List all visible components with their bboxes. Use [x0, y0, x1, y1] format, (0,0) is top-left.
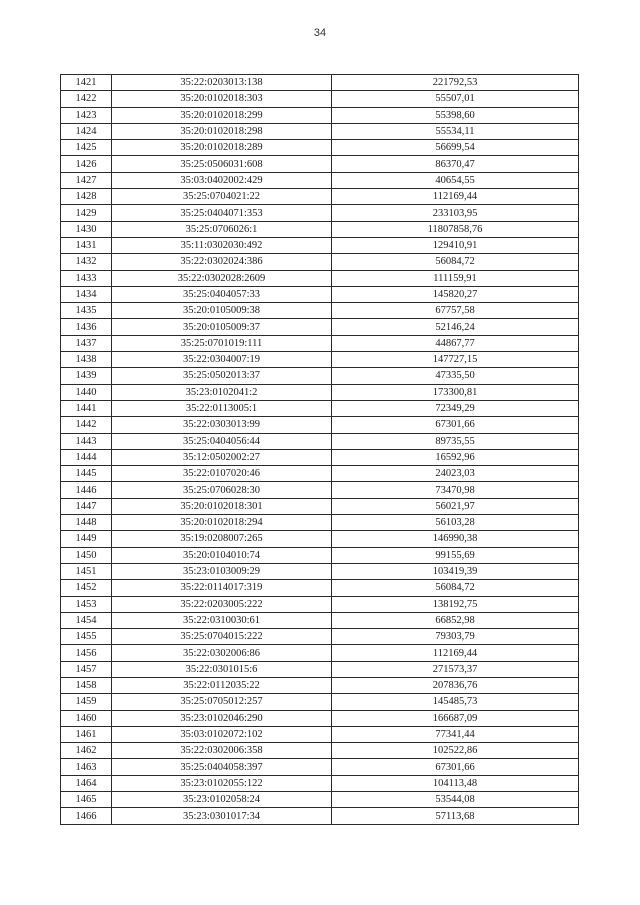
row-number-cell: 1439	[61, 368, 112, 384]
table-row	[61, 792, 579, 808]
cadastral-value-cell: 145820,27	[332, 286, 579, 302]
row-number-cell: 1435	[61, 303, 112, 319]
cadastral-value-cell: 16592,96	[332, 449, 579, 465]
cadastral-number-cell: 35:25:0706026:1	[112, 221, 332, 237]
cadastral-value-cell: 221792,53	[332, 75, 579, 91]
row-number-cell: 1436	[61, 319, 112, 335]
cadastral-number-cell: 35:25:0404058:397	[112, 759, 332, 775]
row-number-cell: 1424	[61, 123, 112, 139]
table-row	[61, 189, 579, 205]
cadastral-number-cell: 35:25:0705012:257	[112, 694, 332, 710]
row-number-cell: 1443	[61, 433, 112, 449]
cadastral-value-cell: 44867,77	[332, 335, 579, 351]
cadastral-number-cell: 35:25:0706028:30	[112, 482, 332, 498]
row-number-cell: 1450	[61, 547, 112, 563]
table-row	[61, 172, 579, 188]
row-number-cell: 1459	[61, 694, 112, 710]
cadastral-number-cell: 35:22:0302006:86	[112, 645, 332, 661]
table-row	[61, 384, 579, 400]
cadastral-value-cell: 52146,24	[332, 319, 579, 335]
cadastral-number-cell: 35:25:0701019:111	[112, 335, 332, 351]
table-row	[61, 515, 579, 531]
row-number-cell: 1449	[61, 531, 112, 547]
cadastral-value-table	[60, 74, 579, 825]
cadastral-value-cell: 24023,03	[332, 466, 579, 482]
table-row	[61, 449, 579, 465]
cadastral-value-cell: 86370,47	[332, 156, 579, 172]
table-row	[61, 775, 579, 791]
row-number-cell: 1432	[61, 254, 112, 270]
cadastral-value-cell: 55398,60	[332, 107, 579, 123]
cadastral-value-cell: 147727,15	[332, 352, 579, 368]
cadastral-value-cell: 57113,68	[332, 808, 579, 824]
cadastral-number-cell: 35:22:0203005:222	[112, 596, 332, 612]
table-row	[61, 531, 579, 547]
row-number-cell: 1465	[61, 792, 112, 808]
row-number-cell: 1434	[61, 286, 112, 302]
cadastral-number-cell: 35:25:0704021:22	[112, 189, 332, 205]
table-row	[61, 629, 579, 645]
cadastral-value-cell: 56699,54	[332, 140, 579, 156]
cadastral-number-cell: 35:25:0502013:37	[112, 368, 332, 384]
cadastral-number-cell: 35:03:0402002:429	[112, 172, 332, 188]
cadastral-number-cell: 35:23:0301017:34	[112, 808, 332, 824]
cadastral-value-cell: 102522,86	[332, 743, 579, 759]
table-row	[61, 726, 579, 742]
row-number-cell: 1433	[61, 270, 112, 286]
row-number-cell: 1425	[61, 140, 112, 156]
cadastral-value-cell: 72349,29	[332, 400, 579, 416]
row-number-cell: 1442	[61, 417, 112, 433]
table-row	[61, 547, 579, 563]
table-row	[61, 270, 579, 286]
table-row	[61, 498, 579, 514]
cadastral-number-cell: 35:03:0102072:102	[112, 726, 332, 742]
table-row	[61, 759, 579, 775]
cadastral-number-cell: 35:22:0310030:61	[112, 612, 332, 628]
cadastral-value-cell: 166687,09	[332, 710, 579, 726]
cadastral-value-cell: 56103,28	[332, 515, 579, 531]
row-number-cell: 1431	[61, 237, 112, 253]
cadastral-value-cell: 73470,98	[332, 482, 579, 498]
row-number-cell: 1446	[61, 482, 112, 498]
table-row	[61, 400, 579, 416]
cadastral-value-cell: 138192,75	[332, 596, 579, 612]
table-row	[61, 205, 579, 221]
cadastral-number-cell: 35:20:0102018:299	[112, 107, 332, 123]
cadastral-value-cell: 271573,37	[332, 661, 579, 677]
cadastral-number-cell: 35:22:0302024:386	[112, 254, 332, 270]
cadastral-number-cell: 35:22:0301015:6	[112, 661, 332, 677]
table-row	[61, 140, 579, 156]
row-number-cell: 1422	[61, 91, 112, 107]
row-number-cell: 1460	[61, 710, 112, 726]
table-row	[61, 335, 579, 351]
table-row	[61, 75, 579, 91]
cadastral-number-cell: 35:22:0304007:19	[112, 352, 332, 368]
cadastral-value-cell: 207836,76	[332, 677, 579, 693]
cadastral-value-cell: 67301,66	[332, 417, 579, 433]
cadastral-number-cell: 35:22:0114017:319	[112, 580, 332, 596]
cadastral-value-cell: 99155,69	[332, 547, 579, 563]
row-number-cell: 1438	[61, 352, 112, 368]
cadastral-number-cell: 35:20:0105009:37	[112, 319, 332, 335]
cadastral-value-cell: 66852,98	[332, 612, 579, 628]
cadastral-value-cell: 47335,50	[332, 368, 579, 384]
cadastral-value-cell: 103419,39	[332, 563, 579, 579]
cadastral-value-cell: 145485,73	[332, 694, 579, 710]
cadastral-number-cell: 35:23:0102055:122	[112, 775, 332, 791]
table-row	[61, 710, 579, 726]
row-number-cell: 1447	[61, 498, 112, 514]
table-row	[61, 580, 579, 596]
cadastral-number-cell: 35:25:0404057:33	[112, 286, 332, 302]
cadastral-number-cell: 35:22:0112035:22	[112, 677, 332, 693]
table-body	[61, 75, 579, 825]
row-number-cell: 1421	[61, 75, 112, 91]
cadastral-value-cell: 67301,66	[332, 759, 579, 775]
row-number-cell: 1462	[61, 743, 112, 759]
table-row	[61, 661, 579, 677]
cadastral-number-cell: 35:12:0502002:27	[112, 449, 332, 465]
table-row	[61, 156, 579, 172]
row-number-cell: 1444	[61, 449, 112, 465]
cadastral-value-cell: 111159,91	[332, 270, 579, 286]
cadastral-number-cell: 35:20:0105009:38	[112, 303, 332, 319]
table-row	[61, 368, 579, 384]
cadastral-number-cell: 35:25:0506031:608	[112, 156, 332, 172]
table-row	[61, 433, 579, 449]
row-number-cell: 1454	[61, 612, 112, 628]
cadastral-number-cell: 35:22:0107020:46	[112, 466, 332, 482]
table-row	[61, 352, 579, 368]
row-number-cell: 1463	[61, 759, 112, 775]
cadastral-number-cell: 35:22:0203013:138	[112, 75, 332, 91]
cadastral-number-cell: 35:22:0302006:358	[112, 743, 332, 759]
cadastral-value-cell: 89735,55	[332, 433, 579, 449]
cadastral-value-cell: 146990,38	[332, 531, 579, 547]
cadastral-value-cell: 55534,11	[332, 123, 579, 139]
cadastral-number-cell: 35:23:0102046:290	[112, 710, 332, 726]
cadastral-number-cell: 35:11:0302030:492	[112, 237, 332, 253]
cadastral-value-cell: 129410,91	[332, 237, 579, 253]
row-number-cell: 1428	[61, 189, 112, 205]
cadastral-value-cell: 104113,48	[332, 775, 579, 791]
cadastral-number-cell: 35:20:0104010:74	[112, 547, 332, 563]
row-number-cell: 1451	[61, 563, 112, 579]
row-number-cell: 1456	[61, 645, 112, 661]
cadastral-number-cell: 35:20:0102018:294	[112, 515, 332, 531]
cadastral-value-cell: 233103,95	[332, 205, 579, 221]
row-number-cell: 1461	[61, 726, 112, 742]
table-row	[61, 482, 579, 498]
row-number-cell: 1453	[61, 596, 112, 612]
cadastral-number-cell: 35:23:0102041:2	[112, 384, 332, 400]
table-row	[61, 221, 579, 237]
cadastral-number-cell: 35:20:0102018:303	[112, 91, 332, 107]
row-number-cell: 1445	[61, 466, 112, 482]
table-row	[61, 596, 579, 612]
page-number: 34	[313, 27, 327, 39]
cadastral-number-cell: 35:25:0404071:353	[112, 205, 332, 221]
row-number-cell: 1440	[61, 384, 112, 400]
cadastral-value-cell: 77341,44	[332, 726, 579, 742]
cadastral-value-cell: 173300,81	[332, 384, 579, 400]
row-number-cell: 1452	[61, 580, 112, 596]
cadastral-value-cell: 56084,72	[332, 580, 579, 596]
cadastral-value-cell: 11807858,76	[332, 221, 579, 237]
row-number-cell: 1429	[61, 205, 112, 221]
cadastral-number-cell: 35:23:0103009:29	[112, 563, 332, 579]
table-row	[61, 123, 579, 139]
table-row	[61, 286, 579, 302]
table-row	[61, 612, 579, 628]
cadastral-value-cell: 53544,08	[332, 792, 579, 808]
table-row	[61, 254, 579, 270]
table-row	[61, 743, 579, 759]
row-number-cell: 1466	[61, 808, 112, 824]
cadastral-value-cell: 67757,58	[332, 303, 579, 319]
cadastral-value-cell: 112169,44	[332, 189, 579, 205]
row-number-cell: 1458	[61, 677, 112, 693]
cadastral-value-cell: 56084,72	[332, 254, 579, 270]
row-number-cell: 1426	[61, 156, 112, 172]
table-row	[61, 563, 579, 579]
cadastral-number-cell: 35:25:0704015:222	[112, 629, 332, 645]
row-number-cell: 1464	[61, 775, 112, 791]
row-number-cell: 1448	[61, 515, 112, 531]
table-row	[61, 466, 579, 482]
cadastral-value-cell: 40654,55	[332, 172, 579, 188]
row-number-cell: 1437	[61, 335, 112, 351]
cadastral-number-cell: 35:22:0302028:2609	[112, 270, 332, 286]
cadastral-value-cell: 112169,44	[332, 645, 579, 661]
row-number-cell: 1427	[61, 172, 112, 188]
cadastral-number-cell: 35:20:0102018:301	[112, 498, 332, 514]
table-row	[61, 645, 579, 661]
table-row	[61, 91, 579, 107]
table-row	[61, 319, 579, 335]
cadastral-number-cell: 35:25:0404056:44	[112, 433, 332, 449]
row-number-cell: 1455	[61, 629, 112, 645]
cadastral-number-cell: 35:23:0102058:24	[112, 792, 332, 808]
row-number-cell: 1430	[61, 221, 112, 237]
cadastral-value-cell: 79303,79	[332, 629, 579, 645]
table-row	[61, 417, 579, 433]
table-row	[61, 677, 579, 693]
cadastral-value-cell: 55507,01	[332, 91, 579, 107]
row-number-cell: 1441	[61, 400, 112, 416]
cadastral-value-cell: 56021,97	[332, 498, 579, 514]
cadastral-number-cell: 35:20:0102018:298	[112, 123, 332, 139]
cadastral-number-cell: 35:22:0303013:99	[112, 417, 332, 433]
table-row	[61, 303, 579, 319]
row-number-cell: 1423	[61, 107, 112, 123]
row-number-cell: 1457	[61, 661, 112, 677]
table-row	[61, 694, 579, 710]
cadastral-number-cell: 35:22:0113005:1	[112, 400, 332, 416]
cadastral-number-cell: 35:20:0102018:289	[112, 140, 332, 156]
table-row	[61, 808, 579, 824]
cadastral-number-cell: 35:19:0208007:265	[112, 531, 332, 547]
table-row	[61, 107, 579, 123]
table-row	[61, 237, 579, 253]
